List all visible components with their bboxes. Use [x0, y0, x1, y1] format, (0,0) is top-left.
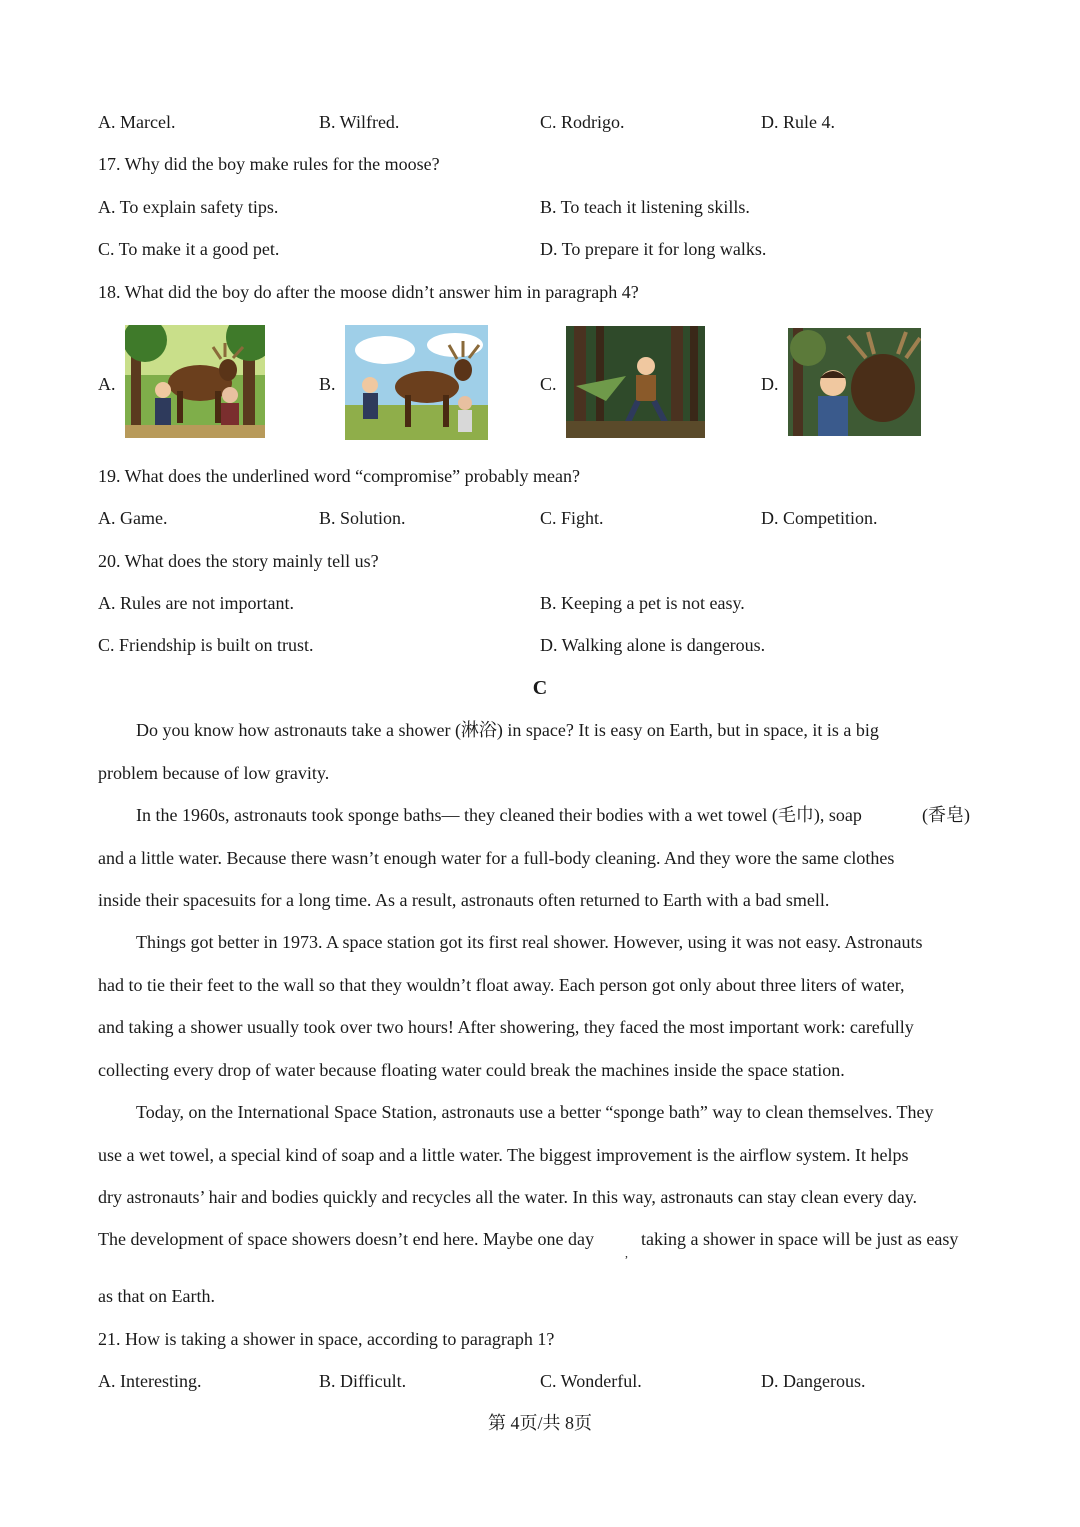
- passage-line: inside their spacesuits for a long time. As a result, astronauts often returned to Earth with a bad smell.: [98, 890, 830, 910]
- q20-option-c: C. Friendship is built on trust.: [98, 635, 314, 655]
- q17-option-b: B. To teach it listening skills.: [540, 197, 750, 217]
- q20-option-d: D. Walking alone is dangerous.: [540, 635, 766, 655]
- q18-option-d-image: [788, 328, 921, 436]
- boy-pulling-moose-illustration: [345, 325, 488, 440]
- passage-line: use a wet towel, a special kind of soap and a little water. The biggest improvement is the airflow system. It helps: [98, 1145, 909, 1165]
- passage-line: as that on Earth.: [98, 1286, 215, 1306]
- passage-line: The development of space showers doesn’t end here. Maybe one day: [98, 1229, 595, 1249]
- passage-line: taking a shower in space will be just as easy: [641, 1229, 959, 1249]
- q18-option-c-letter: C.: [540, 374, 557, 394]
- q17-option-c: C. To make it a good pet.: [98, 239, 280, 259]
- stray-comma: ,: [625, 1246, 628, 1260]
- q18-option-c-image: [566, 326, 705, 438]
- passage-line: and a little water. Because there wasn’t enough water for a full-body cleaning. And they wore the same clothes: [98, 848, 895, 868]
- q19-option-a: A. Game.: [98, 508, 168, 528]
- section-title: C: [532, 677, 548, 699]
- q21-option-a: A. Interesting.: [98, 1371, 202, 1391]
- q18-option-b-letter: B.: [319, 374, 336, 394]
- boy-running-forest-illustration: [566, 326, 705, 438]
- q16-option-b: B. Wilfred.: [319, 112, 400, 132]
- q21-option-b: B. Difficult.: [319, 1371, 407, 1391]
- q18-option-d-letter: D.: [761, 374, 779, 394]
- boy-with-moose-illustration: [788, 328, 921, 436]
- page-footer: 第 4页/共 8页: [487, 1413, 592, 1433]
- q16-option-d: D. Rule 4.: [761, 112, 835, 132]
- passage-line: problem because of low gravity.: [98, 763, 330, 783]
- passage-line: Do you know how astronauts take a shower (淋浴) in space? It is easy on Earth, but in space, it is a big: [136, 720, 879, 740]
- q20-option-a: A. Rules are not important.: [98, 593, 294, 613]
- q19-question: 19. What does the underlined word “compromise” probably mean?: [98, 466, 581, 486]
- q19-option-b: B. Solution.: [319, 508, 406, 528]
- q18-question: 18. What did the boy do after the moose didn’t answer him in paragraph 4?: [98, 282, 639, 302]
- q19-option-d: D. Competition.: [761, 508, 878, 528]
- passage-line: In the 1960s, astronauts took sponge baths— they cleaned their bodies with a wet towel (毛巾), soap: [136, 805, 862, 825]
- q17-question: 17. Why did the boy make rules for the moose?: [98, 154, 440, 174]
- q18-option-a-image: [125, 325, 265, 438]
- passage-line: Today, on the International Space Station, astronauts use a better “sponge bath” way to clean themselves. They: [136, 1102, 934, 1122]
- passage-line: had to tie their feet to the wall so that they wouldn’t float away. Each person got only about three liters of water,: [98, 975, 905, 995]
- q20-question: 20. What does the story mainly tell us?: [98, 551, 379, 571]
- passage-line: dry astronauts’ hair and bodies quickly and recycles all the water. In this way, astronauts can stay clean every day.: [98, 1187, 918, 1207]
- moose-boy-grandma-forest-illustration: [125, 325, 265, 438]
- q19-option-c: C. Fight.: [540, 508, 604, 528]
- q21-question: 21. How is taking a shower in space, according to paragraph 1?: [98, 1329, 555, 1349]
- q21-option-d: D. Dangerous.: [761, 1371, 866, 1391]
- q17-option-d: D. To prepare it for long walks.: [540, 239, 767, 259]
- q21-option-c: C. Wonderful.: [540, 1371, 642, 1391]
- q18-option-b-image: [345, 325, 488, 440]
- q16-option-c: C. Rodrigo.: [540, 112, 625, 132]
- q17-option-a: A. To explain safety tips.: [98, 197, 279, 217]
- passage-line: collecting every drop of water because floating water could break the machines inside the space station.: [98, 1060, 845, 1080]
- passage-line-gloss: (香皂): [922, 805, 970, 825]
- q20-option-b: B. Keeping a pet is not easy.: [540, 593, 745, 613]
- passage-line: Things got better in 1973. A space station got its first real shower. However, using it was not easy. Astronauts: [136, 932, 923, 952]
- q18-option-a-letter: A.: [98, 374, 116, 394]
- q16-option-a: A. Marcel.: [98, 112, 176, 132]
- passage-line: and taking a shower usually took over two hours! After showering, they faced the most important work: carefully: [98, 1017, 914, 1037]
